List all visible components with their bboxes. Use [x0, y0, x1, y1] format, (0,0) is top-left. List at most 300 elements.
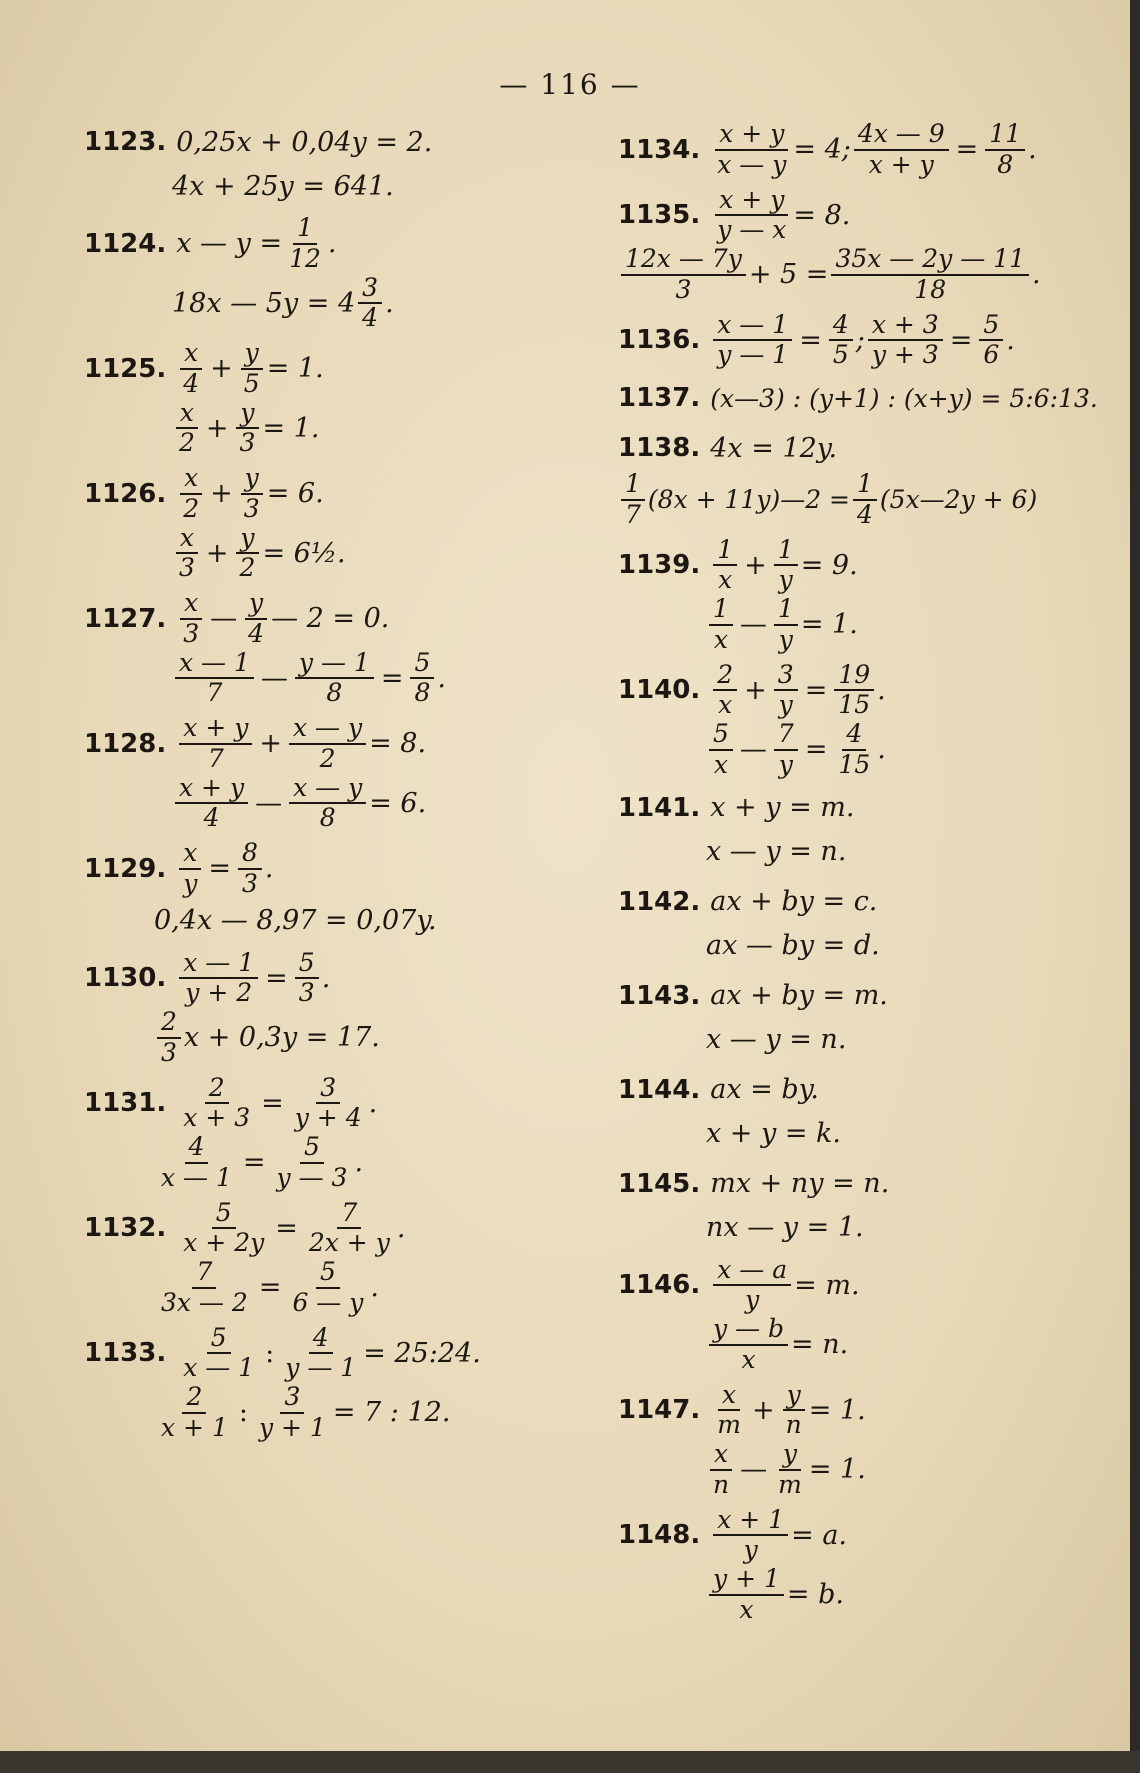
fraction	[713, 661, 737, 721]
fraction	[179, 714, 252, 774]
equation-part: 18x — 5y = 4	[172, 287, 356, 319]
equation-part: x — y =	[176, 228, 283, 260]
fraction	[291, 1074, 366, 1134]
numerator: 1	[713, 536, 737, 567]
problem-number: 1127.	[84, 603, 167, 634]
denominator: 3	[675, 274, 692, 304]
denominator: y	[778, 690, 793, 720]
equation-part: = 6.	[369, 787, 427, 819]
numerator: 12x — 7y	[621, 245, 746, 276]
problem-1123	[84, 120, 604, 208]
numerator: 2	[205, 1074, 229, 1105]
fraction	[157, 1383, 232, 1443]
operator: =	[799, 324, 822, 356]
left-column	[84, 120, 604, 1449]
problem-1147	[618, 1381, 1138, 1500]
equation-part: = 6½.	[262, 537, 346, 569]
problem-1136	[618, 311, 1138, 371]
fraction	[774, 1440, 806, 1500]
denominator: 7	[206, 678, 223, 708]
equation-part: = 9.	[800, 549, 858, 581]
equation-part: = 25:24.	[363, 1337, 481, 1369]
numerator: y	[245, 589, 267, 620]
operator: —	[210, 603, 238, 635]
fraction	[179, 464, 203, 524]
problem-number: 1145.	[618, 1168, 701, 1199]
problem-1144	[618, 1068, 1138, 1156]
denominator: x + 3	[183, 1103, 251, 1133]
fraction	[285, 214, 325, 274]
fraction	[713, 311, 792, 371]
fraction	[179, 1199, 268, 1259]
denominator: x — 1	[161, 1162, 232, 1192]
problem-1145	[618, 1162, 1138, 1250]
denominator: m	[778, 1469, 802, 1499]
denominator: y	[183, 868, 198, 898]
numerator: 3	[774, 661, 798, 692]
numerator: 2	[713, 661, 737, 692]
denominator: 3x — 2	[161, 1287, 248, 1317]
fraction	[713, 1256, 791, 1316]
fraction	[979, 311, 1003, 371]
problem-number: 1130.	[84, 963, 167, 994]
fraction	[709, 1565, 784, 1625]
equation-part: .	[368, 1087, 378, 1119]
fraction	[358, 274, 382, 334]
equation-part: (8x + 11y)—2 =	[647, 485, 850, 515]
fraction	[179, 1324, 258, 1384]
numerator: x — 1	[179, 949, 258, 980]
numerator: x — y	[289, 774, 366, 805]
numerator: 11	[985, 120, 1025, 151]
numerator: 2	[157, 1008, 181, 1039]
numerator: x — y	[289, 714, 366, 745]
equation-part: = 7 : 12.	[332, 1397, 451, 1429]
fraction	[829, 311, 853, 371]
numerator: 5	[709, 720, 733, 751]
denominator: x	[741, 1344, 756, 1374]
denominator: x	[713, 624, 728, 654]
numerator: 7	[774, 720, 798, 751]
fraction	[289, 714, 366, 774]
numerator: x + 1	[713, 1506, 788, 1537]
numerator: 1	[774, 595, 798, 626]
fraction	[240, 339, 264, 399]
denominator: 3	[239, 428, 256, 458]
fraction	[713, 1381, 745, 1441]
equation-part: = 1.	[808, 1394, 866, 1426]
fraction	[179, 589, 203, 649]
fraction	[175, 774, 248, 834]
numerator: y	[236, 399, 258, 430]
operator: =	[258, 1272, 282, 1304]
equation-part: .	[1006, 324, 1015, 356]
problem-1135	[618, 186, 1138, 305]
operator: =	[949, 324, 973, 356]
operator: +	[205, 412, 229, 444]
problem-number: 1134.	[618, 134, 701, 165]
numerator: y	[779, 1440, 801, 1471]
numerator: x — a	[713, 1256, 791, 1287]
denominator: 2	[239, 553, 256, 583]
fraction	[774, 720, 798, 780]
fraction	[868, 311, 943, 371]
equation-part: .	[327, 228, 337, 260]
problem-number: 1140.	[618, 675, 701, 706]
operator: +	[210, 478, 233, 510]
numerator: 5	[316, 1258, 340, 1289]
right-column	[618, 120, 1138, 1631]
problem-number: 1139.	[618, 550, 701, 581]
operator: =	[242, 1147, 266, 1179]
denominator: x + y	[868, 149, 934, 179]
fraction	[179, 339, 203, 399]
numerator: 1	[293, 214, 317, 245]
numerator: y	[241, 339, 263, 370]
numerator: 5	[410, 649, 434, 680]
problem-number: 1123.	[84, 127, 167, 157]
denominator: 6	[983, 340, 1000, 370]
operator: +	[259, 728, 282, 760]
equation-part: .	[370, 1272, 379, 1304]
operator: =	[208, 853, 231, 885]
equation-part: — 2 = 0.	[271, 603, 390, 635]
denominator: x	[739, 1594, 754, 1624]
fraction	[238, 839, 262, 899]
denominator: 5	[832, 340, 849, 370]
denominator: x + 2y	[183, 1228, 265, 1258]
problem-number: 1136.	[618, 325, 701, 356]
problem-1142	[618, 880, 1138, 968]
fraction	[709, 1440, 733, 1500]
fraction	[853, 470, 877, 530]
operator: +	[744, 549, 767, 581]
fraction	[410, 649, 434, 709]
equation: 4x + 25y = 641.	[172, 170, 394, 202]
numerator: y	[236, 524, 258, 555]
numerator: 4	[842, 720, 866, 751]
denominator: 8	[997, 149, 1014, 179]
fraction	[273, 1133, 352, 1193]
operator: +	[205, 537, 229, 569]
denominator: 8	[326, 678, 343, 708]
fraction	[774, 595, 798, 655]
fraction	[175, 524, 199, 584]
problem-number: 1124.	[84, 228, 167, 259]
numerator: 1	[774, 536, 798, 567]
denominator: 3	[243, 493, 260, 523]
fraction	[179, 1074, 254, 1134]
numerator: 1	[621, 470, 645, 501]
operator: =	[261, 1087, 284, 1119]
numerator: 5	[295, 949, 319, 980]
denominator: n	[785, 1410, 802, 1440]
denominator: 8	[319, 803, 336, 833]
problem-1140	[618, 661, 1138, 780]
denominator: 5	[243, 368, 260, 398]
numerator: 4	[829, 311, 853, 342]
denominator: x — 1	[183, 1353, 255, 1383]
operator: :	[238, 1397, 248, 1429]
problem-1124	[84, 214, 604, 333]
denominator: 15	[838, 749, 871, 779]
operator: —	[739, 734, 767, 766]
denominator: 4	[183, 368, 200, 398]
problem-1134	[618, 120, 1138, 180]
equation-part: nx — y = 1.	[706, 1212, 864, 1243]
operator: =	[380, 662, 404, 694]
denominator: 7	[207, 743, 224, 773]
denominator: y	[745, 1285, 760, 1315]
fraction	[236, 524, 260, 584]
numerator: 5	[300, 1133, 324, 1164]
denominator: y + 3	[871, 340, 939, 370]
operator: =	[955, 134, 979, 166]
numerator: 7	[192, 1258, 216, 1289]
denominator: 2x + y	[308, 1228, 390, 1258]
fraction	[255, 1383, 330, 1443]
fraction	[240, 464, 264, 524]
problem-1125	[84, 339, 604, 458]
denominator: y + 2	[185, 978, 253, 1008]
problem-1146	[618, 1256, 1138, 1375]
denominator: 6 — y	[292, 1287, 364, 1317]
denominator: 18	[914, 274, 947, 304]
problem-number: 1141.	[618, 792, 701, 823]
equation-part: (x—3) : (y+1) : (x+y) = 5:6:13.	[710, 383, 1098, 413]
equation-part: = 4;	[793, 134, 851, 166]
numerator: 1	[709, 595, 733, 626]
fraction	[295, 949, 319, 1009]
numerator: x	[718, 1381, 740, 1412]
fraction	[621, 245, 746, 305]
fraction	[295, 649, 374, 709]
numerator: 8	[238, 839, 262, 870]
numerator: 4	[309, 1324, 333, 1355]
equation-part: = 6.	[266, 478, 324, 510]
fraction	[774, 536, 798, 596]
problem-number: 1129.	[84, 853, 167, 884]
operator: =	[265, 962, 288, 994]
equation: 0,25x + 0,04y = 2.	[176, 126, 433, 158]
numerator: 4x — 9	[854, 120, 949, 151]
fraction	[713, 186, 790, 246]
problem-number: 1131.	[84, 1088, 167, 1119]
fraction	[288, 1258, 367, 1318]
problem-number: 1146.	[618, 1270, 701, 1301]
numerator: y + 1	[709, 1565, 784, 1596]
equation-part: ax + by = m.	[710, 980, 888, 1011]
problem-number: 1138.	[618, 433, 701, 463]
numerator: 2	[182, 1383, 206, 1414]
numerator: x — 1	[713, 311, 792, 342]
numerator: 7	[337, 1199, 361, 1230]
operator: —	[740, 1454, 768, 1486]
denominator: 4	[248, 618, 265, 648]
equation-part: .	[264, 853, 274, 885]
numerator: y	[783, 1381, 805, 1412]
numerator: x — 1	[175, 649, 254, 680]
problem-number: 1147.	[618, 1395, 701, 1426]
fraction	[834, 661, 874, 721]
denominator: 4	[362, 303, 379, 333]
fraction	[175, 649, 254, 709]
page-number: — 116 —	[499, 68, 641, 101]
fraction	[157, 1008, 181, 1068]
equation-part: x + y = k.	[706, 1118, 841, 1149]
equation-part: ax — by = d.	[706, 930, 880, 961]
denominator: y	[778, 749, 793, 779]
problem-1129	[84, 839, 604, 943]
problem-number: 1133.	[84, 1338, 167, 1369]
equation-part: .	[877, 674, 886, 706]
fraction	[244, 589, 268, 649]
denominator: y	[778, 565, 793, 595]
equation-part: ax = by.	[710, 1074, 819, 1105]
denominator: y + 4	[294, 1103, 362, 1133]
denominator: 3	[161, 1037, 177, 1067]
fraction	[179, 839, 201, 899]
denominator: y — 1	[717, 340, 789, 370]
denominator: y — x	[717, 215, 787, 245]
operator: =	[804, 734, 828, 766]
equation-part: .	[354, 1147, 364, 1179]
numerator: 35x — 2y — 11	[831, 245, 1029, 276]
problem-1137	[618, 376, 1138, 420]
fraction	[774, 661, 798, 721]
numerator: y	[241, 464, 263, 495]
numerator: 5	[212, 1199, 236, 1230]
fraction	[709, 720, 733, 780]
numerator: x + y	[715, 186, 788, 217]
problem-number: 1126.	[84, 478, 167, 509]
problem-1127	[84, 589, 604, 708]
fraction	[709, 1315, 788, 1375]
numerator: y — b	[709, 1315, 788, 1346]
fraction	[305, 1199, 394, 1259]
denominator: 3	[183, 618, 200, 648]
operator: —	[739, 609, 767, 641]
fraction	[782, 1381, 806, 1441]
numerator: 19	[834, 661, 874, 692]
operator: +	[744, 674, 767, 706]
problem-1148	[618, 1506, 1138, 1625]
fraction	[854, 120, 949, 180]
equation-part: x — y = n.	[706, 1024, 847, 1055]
fraction	[621, 470, 645, 530]
fraction	[709, 595, 733, 655]
equation-part: = m.	[794, 1269, 860, 1301]
numerator: 3	[358, 274, 382, 305]
numerator: x	[179, 839, 201, 870]
numerator: x + y	[179, 714, 252, 745]
numerator: x	[710, 1440, 732, 1471]
equation-part: .	[877, 734, 886, 766]
equation-part: .	[1028, 134, 1037, 166]
problem-1133	[84, 1324, 604, 1443]
problem-number: 1132.	[84, 1213, 167, 1244]
problem-1141	[618, 786, 1138, 874]
denominator: 3	[298, 978, 315, 1008]
equation-part: x + 0,3y = 17.	[183, 1022, 380, 1054]
numerator: x	[180, 589, 202, 620]
equation-part: = b.	[786, 1579, 844, 1611]
problem-number: 1137.	[618, 383, 701, 413]
equation-part: x — y = n.	[706, 836, 847, 867]
problem-number: 1125.	[84, 353, 167, 384]
numerator: x	[176, 399, 198, 430]
denominator: 4	[857, 499, 873, 529]
equation-part: = 1.	[808, 1454, 866, 1486]
denominator: y + 1	[258, 1412, 326, 1442]
operator: —	[255, 787, 283, 819]
numerator: 5	[207, 1324, 231, 1355]
denominator: y — 1	[285, 1353, 357, 1383]
equation-part: = 1.	[800, 609, 858, 641]
numerator: x + y	[715, 120, 788, 151]
fraction	[713, 1506, 788, 1566]
denominator: y	[743, 1535, 758, 1565]
equation-part: = 8.	[793, 199, 851, 231]
equation-part: + 5 =	[748, 259, 829, 291]
denominator: 15	[838, 690, 871, 720]
denominator: n	[713, 1469, 730, 1499]
page-edge-bottom	[0, 1751, 1140, 1773]
numerator: x + y	[175, 774, 248, 805]
numerator: x	[180, 464, 202, 495]
numerator: 3	[280, 1383, 304, 1414]
fraction	[831, 245, 1029, 305]
equation-part: = 1.	[262, 412, 320, 444]
operator: =	[275, 1212, 298, 1244]
denominator: 2	[179, 428, 195, 458]
equation-part: 4x = 12y.	[710, 432, 838, 464]
fraction	[834, 720, 874, 780]
denominator: 2	[319, 743, 336, 773]
denominator: x — y	[717, 149, 787, 179]
fraction	[157, 1133, 236, 1193]
problem-1143	[618, 974, 1138, 1062]
denominator: x	[713, 749, 728, 779]
equation-part: .	[321, 962, 331, 994]
equation-part: .	[385, 287, 394, 319]
problem-1139	[618, 536, 1138, 655]
denominator: 7	[625, 499, 641, 529]
operator: —	[260, 662, 288, 694]
problem-1138	[618, 426, 1138, 530]
equation: 0,4x — 8,97 = 0,07y.	[154, 905, 437, 936]
problem-number: 1128.	[84, 728, 167, 759]
numerator: 3	[316, 1074, 340, 1105]
problem-1128	[84, 714, 604, 833]
operator: +	[751, 1394, 775, 1426]
equation-part: x + y = m.	[710, 792, 855, 823]
fraction	[289, 774, 366, 834]
fraction	[713, 536, 737, 596]
problem-1130	[84, 949, 604, 1068]
denominator: y — 3	[276, 1162, 348, 1192]
problem-number: 1135.	[618, 200, 701, 231]
equation-part: .	[437, 662, 446, 694]
numerator: x	[176, 524, 198, 555]
numerator: 4	[185, 1133, 209, 1164]
equation-part: = 8.	[369, 728, 427, 760]
problem-number: 1143.	[618, 980, 701, 1011]
equation-part: = a.	[791, 1519, 847, 1551]
operator: :	[265, 1337, 275, 1369]
fraction	[236, 399, 260, 459]
denominator: m	[717, 1410, 741, 1440]
